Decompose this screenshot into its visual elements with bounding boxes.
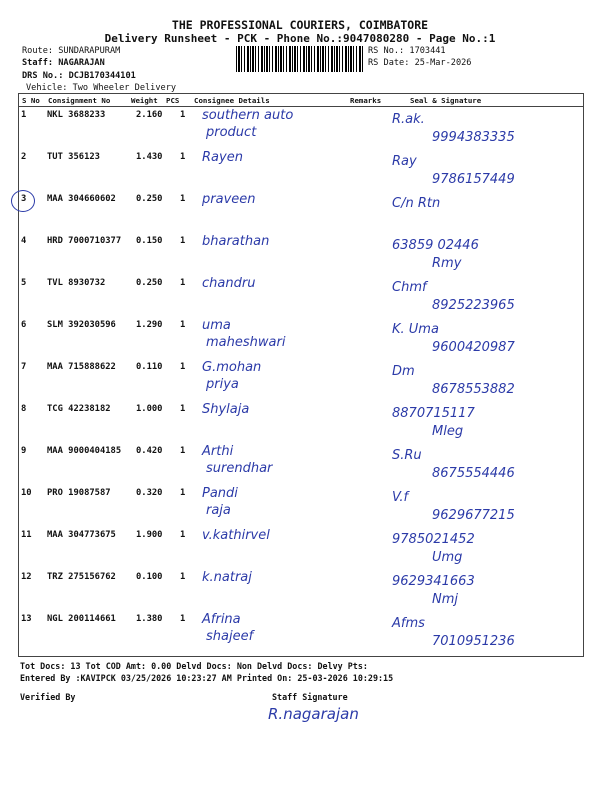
row-weight: 1.000 <box>136 404 163 414</box>
row-pcs: 1 <box>180 488 186 498</box>
consignee-name: k.natraj <box>202 570 252 585</box>
row-weight: 0.250 <box>136 194 163 204</box>
consignee-name: G.mohan <box>202 360 262 375</box>
row-weight: 2.160 <box>136 110 163 120</box>
consignment-number: TUT 356123 <box>47 152 100 162</box>
row-weight: 1.380 <box>136 614 163 624</box>
row-sno: 5 <box>21 278 27 288</box>
consignee-name: Afrina <box>202 612 241 627</box>
seal-signature: C/n Rtn <box>392 196 441 211</box>
col-weight: Weight <box>131 96 158 105</box>
consignee-name: chandru <box>202 276 256 291</box>
totals-line: Tot Docs: 13 Tot COD Amt: 0.00 Delvd Docs: Non Delvd Docs: Delvy Pts: <box>20 661 368 671</box>
row-sno: 2 <box>21 152 27 162</box>
consignment-number: MAA 304660602 <box>47 194 116 204</box>
row-sno: 12 <box>21 572 32 582</box>
row-pcs: 1 <box>180 446 186 456</box>
entered-by-line: Entered By :KAVIPCK 03/25/2026 10:23:27 AM Printed On: 25-03-2026 10:29:15 <box>20 673 394 683</box>
consignment-number: NKL 3688233 <box>47 110 106 120</box>
row-pcs: 1 <box>180 572 186 582</box>
consignee-name: Pandi <box>202 486 238 501</box>
consignee-name: product <box>206 125 257 140</box>
staff-signature: R.nagarajan <box>268 705 359 723</box>
row-weight: 1.430 <box>136 152 163 162</box>
consignee-name: Shylaja <box>202 402 250 417</box>
row-pcs: 1 <box>180 152 186 162</box>
consignee-name: maheshwari <box>206 335 286 350</box>
consignment-number: TRZ 275156762 <box>47 572 116 582</box>
seal-signature: 8675554446 <box>432 466 515 481</box>
table-header-line <box>18 106 584 107</box>
consignee-name: v.kathirvel <box>202 528 270 543</box>
consignment-number: MAA 304773675 <box>47 530 116 540</box>
runsheet-subtitle: Delivery Runsheet - PCK - Phone No.:9047080280 - Page No.:1 <box>104 32 496 45</box>
row-sno: 7 <box>21 362 27 372</box>
consignee-name: bharathan <box>202 234 270 249</box>
seal-signature: Afms <box>392 616 425 631</box>
seal-signature: Rmy <box>432 256 462 271</box>
row-sno: 4 <box>21 236 27 246</box>
row-pcs: 1 <box>180 404 186 414</box>
consignee-name: surendhar <box>206 461 273 476</box>
verified-by-label: Verified By <box>20 692 76 702</box>
rs-date: RS Date: 25-Mar-2026 <box>368 58 472 68</box>
seal-signature: 9629341663 <box>392 574 475 589</box>
consignment-number: TCG 42238182 <box>47 404 111 414</box>
row-pcs: 1 <box>180 110 186 120</box>
seal-signature: 9600420987 <box>432 340 515 355</box>
row-weight: 1.900 <box>136 530 163 540</box>
consignment-number: NGL 200114661 <box>47 614 116 624</box>
row-sno: 6 <box>21 320 27 330</box>
seal-signature: 8925223965 <box>432 298 515 313</box>
row-sno: 9 <box>21 446 27 456</box>
seal-signature: K. Uma <box>392 322 439 337</box>
consignee-name: shajeef <box>206 629 254 644</box>
row-weight: 0.110 <box>136 362 163 372</box>
row-pcs: 1 <box>180 278 186 288</box>
seal-signature: 9629677215 <box>432 508 515 523</box>
seal-signature: 8678553882 <box>432 382 515 397</box>
row-pcs: 1 <box>180 194 186 204</box>
col-sno: S No <box>22 96 40 105</box>
seal-signature: 63859 02446 <box>392 238 479 253</box>
seal-signature: Nmj <box>432 592 458 607</box>
consignee-name: uma <box>202 318 231 333</box>
seal-signature: 9786157449 <box>432 172 515 187</box>
row-sno: 3 <box>21 194 27 204</box>
col-consignee: Consignee Details <box>194 96 270 105</box>
seal-signature: V.f <box>392 490 409 505</box>
row-sno: 10 <box>21 488 32 498</box>
consignment-number: HRD 7000710377 <box>47 236 122 246</box>
consignment-number: TVL 8930732 <box>47 278 106 288</box>
seal-signature: Umg <box>432 550 463 565</box>
row-sno: 13 <box>21 614 32 624</box>
row-sno: 11 <box>21 530 32 540</box>
col-pcs: PCS <box>166 96 180 105</box>
row-weight: 0.250 <box>136 278 163 288</box>
consignment-number: PRO 19087587 <box>47 488 111 498</box>
col-consignment: Consignment No <box>48 96 111 105</box>
rs-number: RS No.: 1703441 <box>368 46 446 56</box>
row-sno: 1 <box>21 110 27 120</box>
company-title: THE PROFESSIONAL COURIERS, COIMBATORE <box>171 18 429 32</box>
row-pcs: 1 <box>180 614 186 624</box>
route-label: Route: SUNDARAPURAM <box>22 46 121 56</box>
vehicle-label: Vehicle: Two Wheeler Delivery <box>26 83 177 93</box>
row-pcs: 1 <box>180 530 186 540</box>
seal-signature: Chmf <box>392 280 427 295</box>
row-pcs: 1 <box>180 236 186 246</box>
row-weight: 0.100 <box>136 572 163 582</box>
consignee-name: praveen <box>202 192 256 207</box>
staff-label: Staff: NAGARAJAN <box>22 58 105 68</box>
consignment-number: MAA 9000404185 <box>47 446 122 456</box>
col-remarks: Remarks <box>350 96 382 105</box>
row-weight: 0.420 <box>136 446 163 456</box>
row-sno: 8 <box>21 404 27 414</box>
table-right-line <box>583 93 584 656</box>
row-weight: 0.150 <box>136 236 163 246</box>
table-left-line <box>18 93 19 656</box>
drs-number: DRS No.: DCJB170344101 <box>22 71 136 81</box>
consignee-name: Arthi <box>202 444 234 459</box>
seal-signature: R.ak. <box>392 112 425 127</box>
consignee-name: southern auto <box>202 108 294 123</box>
seal-signature: S.Ru <box>392 448 422 463</box>
seal-signature: Dm <box>392 364 415 379</box>
consignment-number: MAA 715888622 <box>47 362 116 372</box>
seal-signature: 9994383335 <box>432 130 515 145</box>
staff-signature-label: Staff Signature <box>272 692 348 702</box>
seal-signature: Ray <box>392 154 417 169</box>
col-seal-signature: Seal & Signature <box>410 96 482 105</box>
barcode-image <box>236 46 364 72</box>
seal-signature: 7010951236 <box>432 634 515 649</box>
seal-signature: 8870715117 <box>392 406 475 421</box>
consignee-name: raja <box>206 503 231 518</box>
seal-signature: 9785021452 <box>392 532 475 547</box>
row-pcs: 1 <box>180 320 186 330</box>
row-weight: 1.290 <box>136 320 163 330</box>
seal-signature: Mleg <box>432 424 464 439</box>
consignee-name: Rayen <box>202 150 243 165</box>
consignment-number: SLM 392030596 <box>47 320 116 330</box>
row-pcs: 1 <box>180 362 186 372</box>
table-top-line <box>18 93 584 94</box>
table-bottom-line <box>18 656 584 657</box>
consignee-name: priya <box>206 377 239 392</box>
row-weight: 0.320 <box>136 488 163 498</box>
